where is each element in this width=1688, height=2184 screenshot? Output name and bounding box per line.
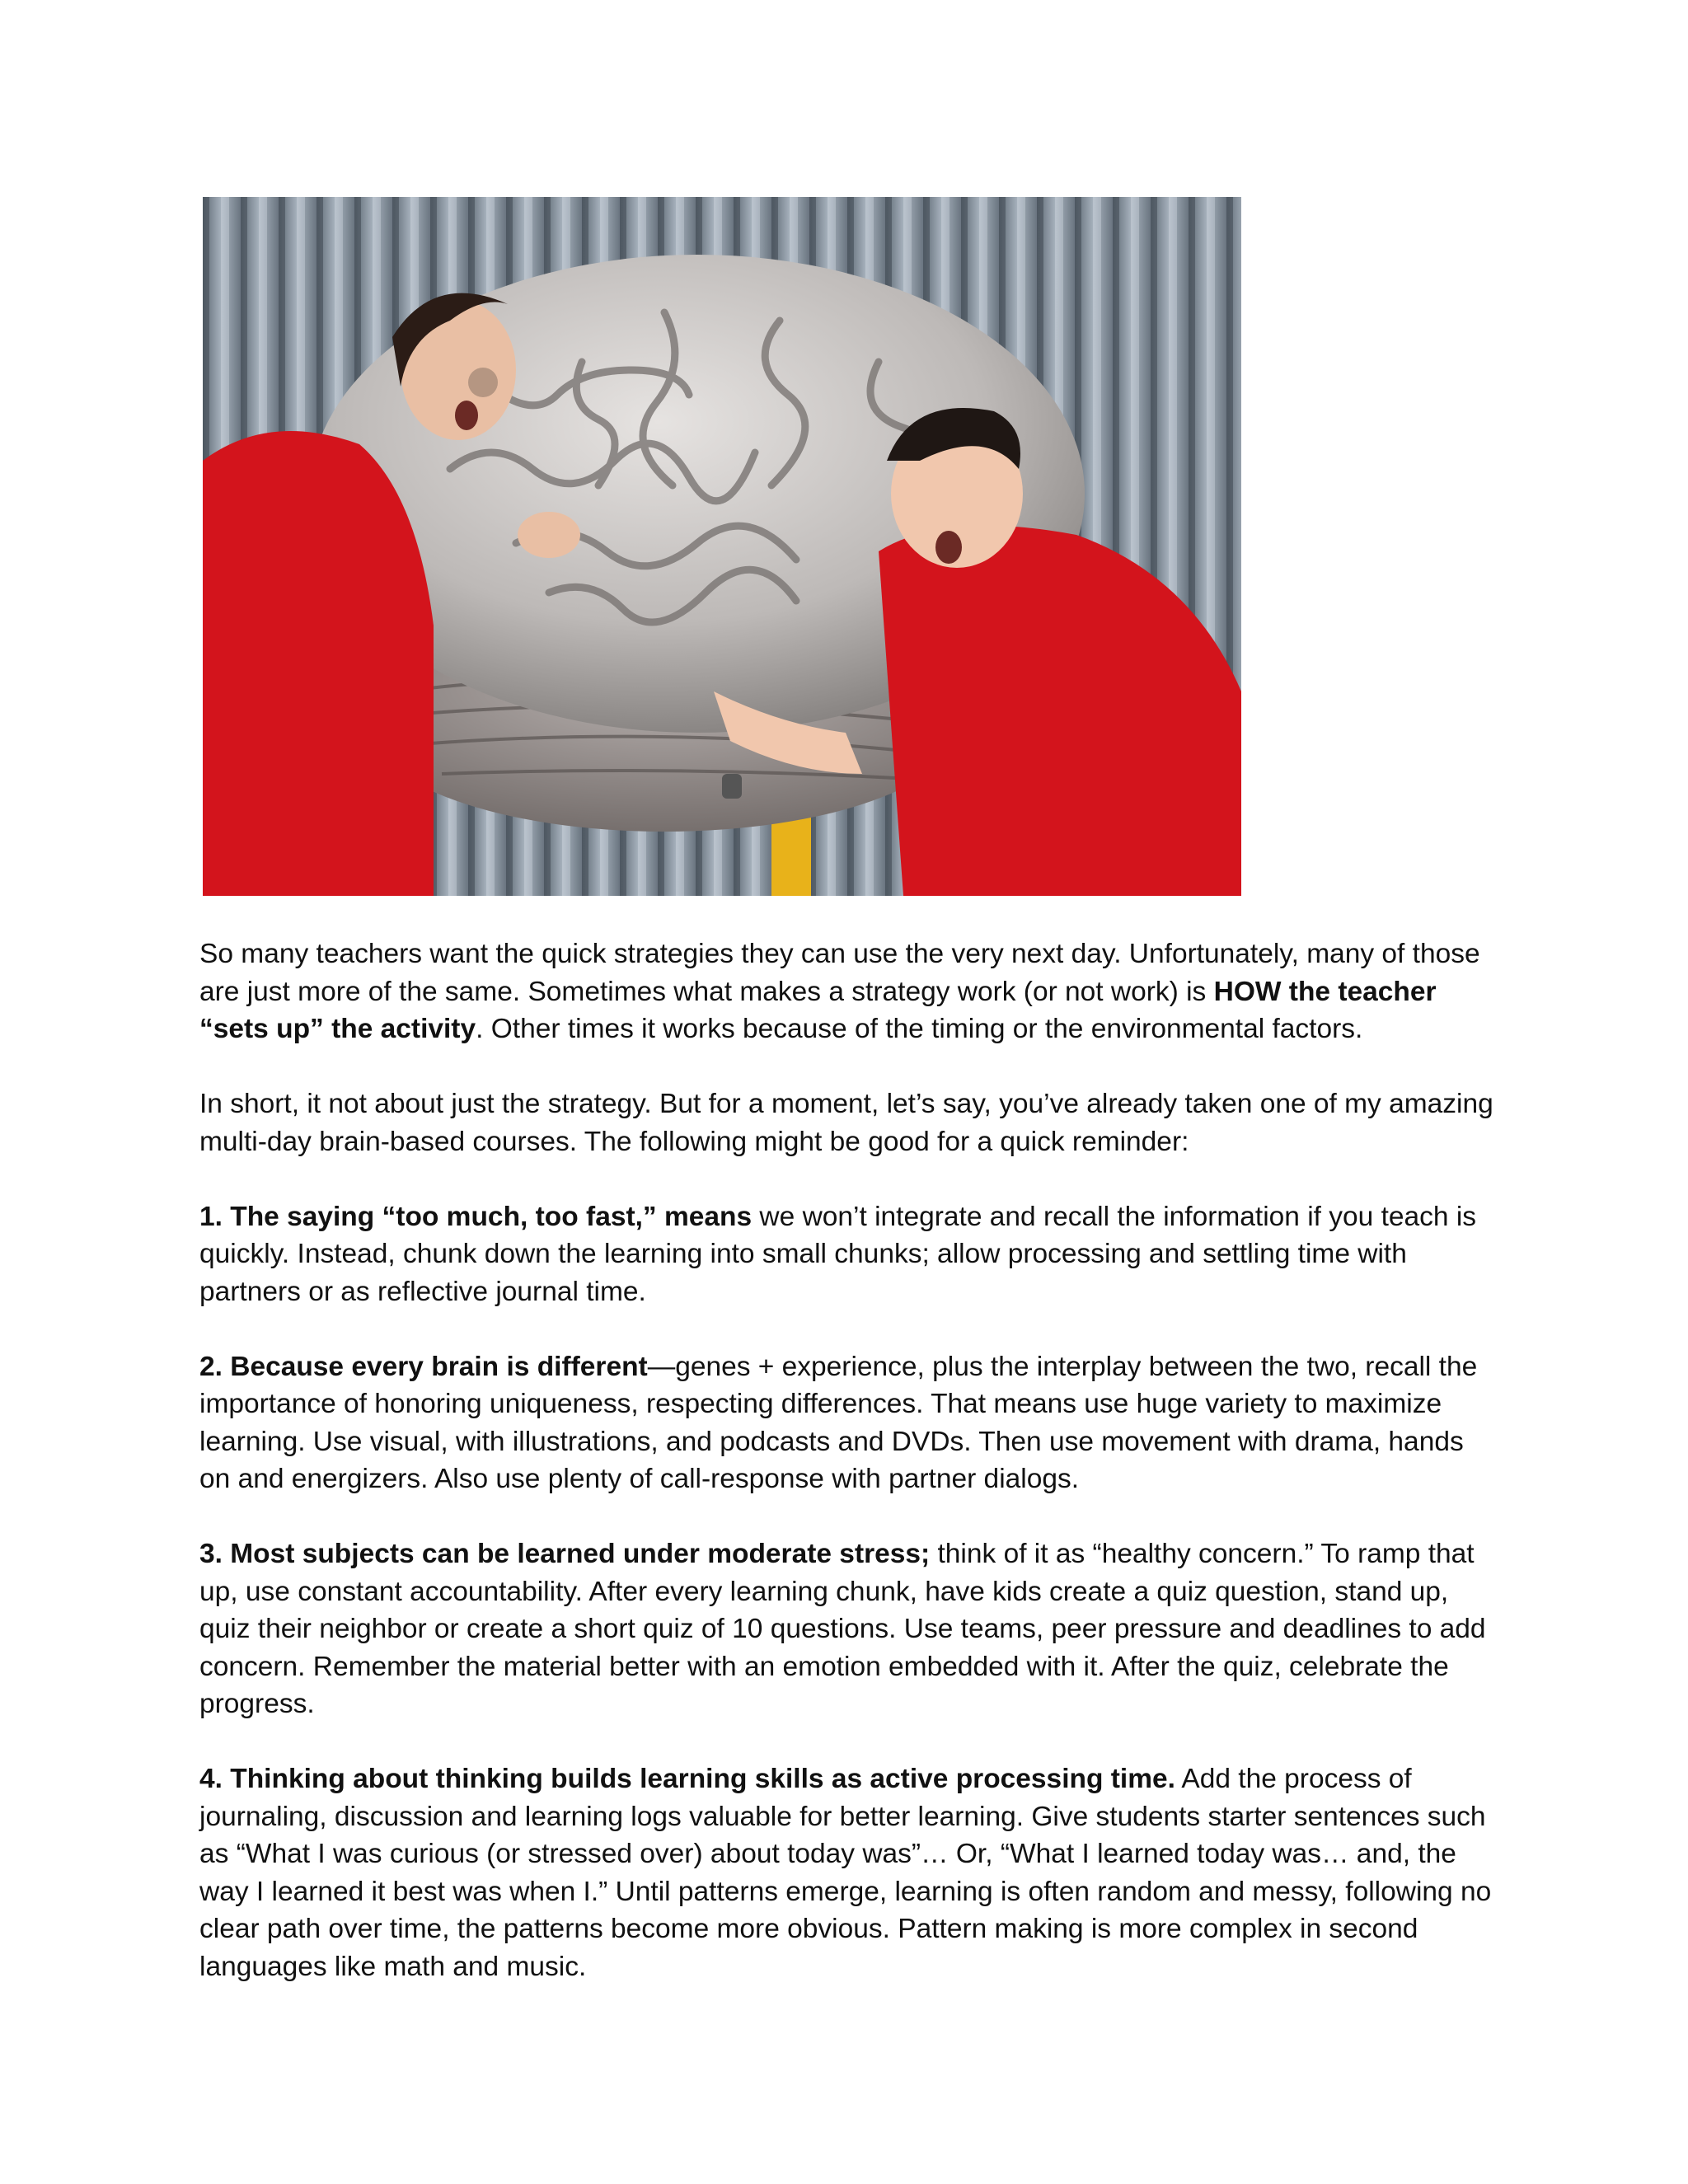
list-item-3: 3. Most subjects can be learned under moderate stress; think of it as “healthy concern.” To ramp that up, use constant accountability. After every learning chunk, have kids create a quiz question, stand up, quiz their neighbor or create a short quiz of 10 questions. Use teams, peer pressure and deadlines to add concern. Remember the material better with an emotion embedded with it. After the quiz, celebrate the progress.	[199, 1539, 1486, 1719]
list-item-4: 4. Thinking about thinking builds learning skills as active processing time. Add the process of journaling, discussion and learning logs valuable for better learning. Give students starter sentences such as “What I was curious (or stressed over) about today was”… Or, “What I learned today was… and, the way I learned it best was when I.” Until patterns emerge, learning is often random and messy, following no clear path over time, the patterns become more obvious. Pattern making is more complex in second languages like math and music.	[199, 1764, 1492, 1982]
paragraph-short: In short, it not about just the strategy. But for a moment, let’s say, you’ve already taken one of my amazing multi-day brain-based courses. The following might be good for a quick reminder:	[199, 1089, 1493, 1157]
list-item-heading: 4. Thinking about thinking builds learning skills as active processing time.	[199, 1764, 1175, 1794]
list-item-1: 1. The saying “too much, too fast,” means we won’t integrate and recall the information if you teach is quickly. Instead, chunk down the learning into small chunks; allow processing and settling time with partners or as reflective journal time.	[199, 1201, 1477, 1307]
photo-illustration	[203, 197, 1241, 896]
article-body	[199, 935, 1502, 2023]
list-item-heading: 3. Most subjects can be learned under moderate stress;	[199, 1539, 931, 1569]
brain-sculpture-photo	[203, 197, 1241, 896]
paragraph-intro: So many teachers want the quick strategies they can use the very next day. Unfortunately, many of those are just more of the same. Sometimes what makes a strategy work (or not work) is HOW the teacher “sets up” the activity. Other times it works because of the timing or the environmental factors.	[199, 939, 1480, 1044]
list-item-2: 2. Because every brain is different—genes + experience, plus the interplay between the two, recall the importance of honoring uniqueness, respecting differences. That means use huge variety to maximize learning. Use visual, with illustrations, and podcasts and DVDs. Then use movement with drama, hands on and energizers. Also use plenty of call-response with partner dialogs.	[199, 1351, 1478, 1494]
emphasis-text: HOW the teacher “sets up” the activity	[199, 976, 1437, 1044]
list-item-heading: 1. The saying “too much, too fast,” means	[199, 1201, 753, 1232]
list-item-heading: 2. Because every brain is different	[199, 1351, 648, 1382]
